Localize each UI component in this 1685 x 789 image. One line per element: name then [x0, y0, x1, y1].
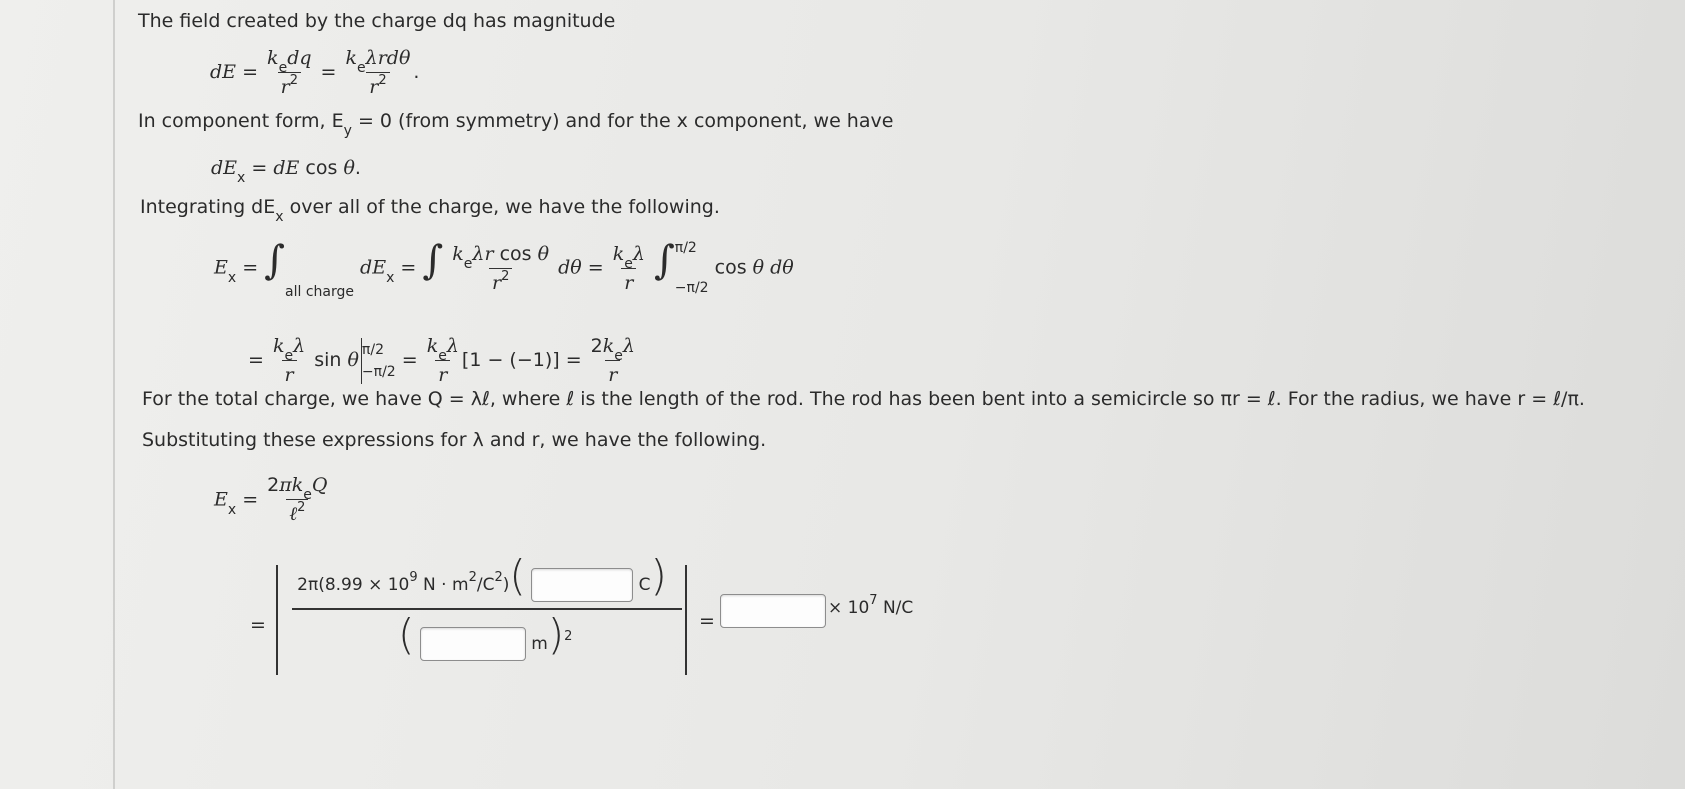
equals-sign: =	[250, 614, 266, 636]
substituting-text: Substituting these expressions for λ and r, we have the following.	[142, 429, 767, 451]
ex-final-formula: $E_x$ = $\frac{2\pi k_eQ}{\ell^2}$	[214, 474, 328, 525]
ex-integral-equation: $E_x = \int_{all charge}$ $dE_x$ = ∫ $\frac{k_e\lambda r \cos \theta}{r^2}$ dθ = $\frac{k_e\lambda}{r}$ ∫ π/2 −π/2 cos θ dθ	[214, 237, 794, 300]
component-text: In component form, $E_y = 0$ (from symmetry) and for the x component, we have	[138, 110, 894, 139]
charge-input[interactable]	[531, 568, 633, 602]
ex-evaluated-equation: = $\frac{k_e\lambda}{r}$ sin θ π/2 −π/2 = $\frac{k_e\lambda}{r}$ [1 − (−1)] = $\frac{2k_e\lambda}{r}$	[248, 335, 635, 386]
abs-bar-right	[685, 565, 687, 675]
integrating-text: Integrating $dE_x$ over all of the charge, we have the following.	[140, 196, 720, 225]
margin-line	[113, 0, 115, 789]
result-equals: =	[699, 610, 715, 632]
dex-equation: $dE_x$ = dE cos θ.	[211, 157, 361, 186]
numeric-denominator: ( m)$^2$	[398, 610, 573, 659]
intro-text: The field created by the charge dq has magnitude	[138, 10, 616, 32]
abs-bar-left	[276, 565, 278, 675]
de-equation: dE = $\frac{k_edq}{r^2}$ = $\frac{k_e\lambda rd\theta}{r^2}$ .	[210, 47, 420, 98]
numeric-fraction-bar	[292, 608, 682, 610]
total-charge-text: For the total charge, we have Q = λℓ, where ℓ is the length of the rod. The rod has been bent into a semicircle so πr = ℓ. For the radius, we have r = ℓ/π.	[142, 388, 1585, 410]
result-units: × $10^7$ N/C	[828, 593, 914, 618]
result-input[interactable]	[720, 594, 826, 628]
length-input[interactable]	[420, 627, 526, 661]
numeric-numerator: $2\pi(8.99 \times 10^9$ $N \cdot m^2/C^2$)( C)	[297, 551, 667, 600]
